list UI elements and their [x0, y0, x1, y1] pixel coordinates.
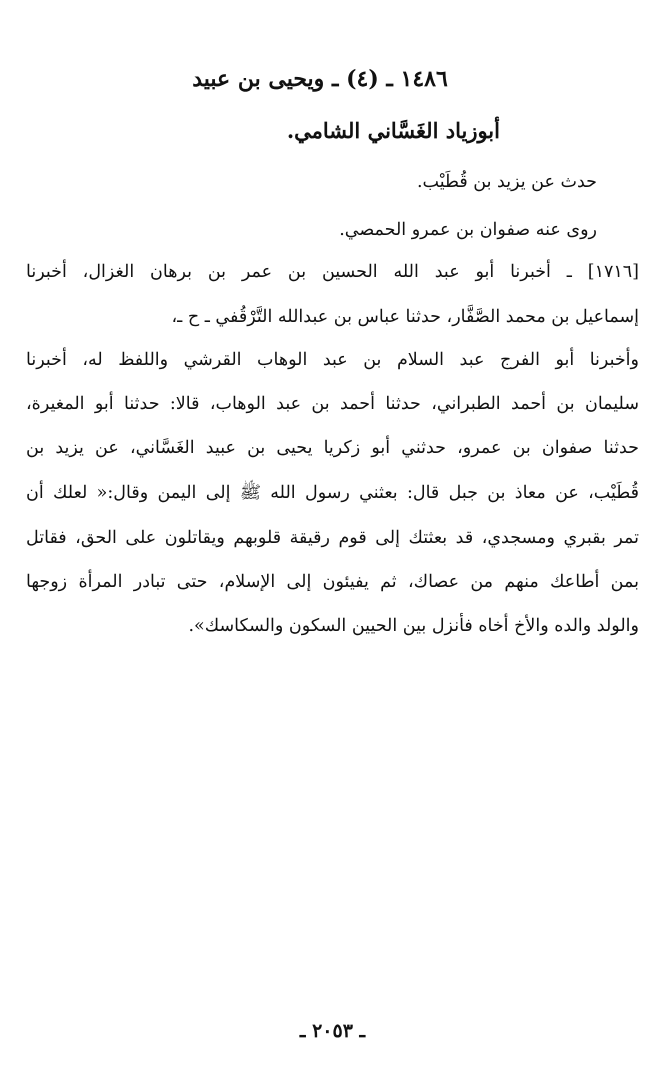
text-line: تمر بقبري ومسجدي، قد بعثتك إلى قوم رقيقة قلوبهم ويقاتلون على الحق، فقاتل	[26, 528, 639, 548]
text-line: والولد والده والأخ أخاه فأنزل بين الحيين السكون والسكاسك».	[188, 616, 639, 636]
text-line: روى عنه صفوان بن عمرو الحمصي.	[339, 220, 597, 240]
text-line: حدثنا صفوان بن عمرو، حدثني أبو زكريا يحيى بن عبيد الغَسَّاني، عن يزيد بن	[26, 438, 639, 458]
text-line: بمن أطاعك منهم من عصاك، ثم يفيئون إلى الإسلام، حتى تبادر المرأة زوجها	[26, 572, 639, 592]
hadith-number-line: [١٧١٦] ـ أخبرنا أبو عبد الله الحسين بن عمر بن برهان الغزال، أخبرنا	[26, 262, 639, 282]
page-number: ـ ٢٠٥٣ ـ	[299, 1020, 366, 1042]
entry-heading: ١٤٨٦ ـ (٤) ـ ويحيى بن عبيد	[192, 66, 448, 92]
text-line: وأخبرنا أبو الفرج عبد السلام بن عبد الوهاب القرشي واللفظ له، أخبرنا	[26, 350, 639, 370]
text-line: سليمان بن أحمد الطبراني، حدثنا أحمد بن عبد الوهاب، قالا: حدثنا أبو المغيرة،	[26, 394, 639, 414]
entry-subheading: أبوزياد الغَسَّاني الشامي.	[286, 118, 500, 143]
text-line: قُطَيْب، عن معاذ بن جبل قال: بعثني رسول الله ﷺ إلى اليمن وقال:« لعلك أن	[26, 483, 639, 503]
text-line: إسماعيل بن محمد الصَّفَّار، حدثنا عباس بن عبدالله التَّرْقُفي ـ ح ـ،	[171, 307, 639, 327]
text-line: حدث عن يزيد بن قُطَيْب.	[416, 172, 597, 192]
